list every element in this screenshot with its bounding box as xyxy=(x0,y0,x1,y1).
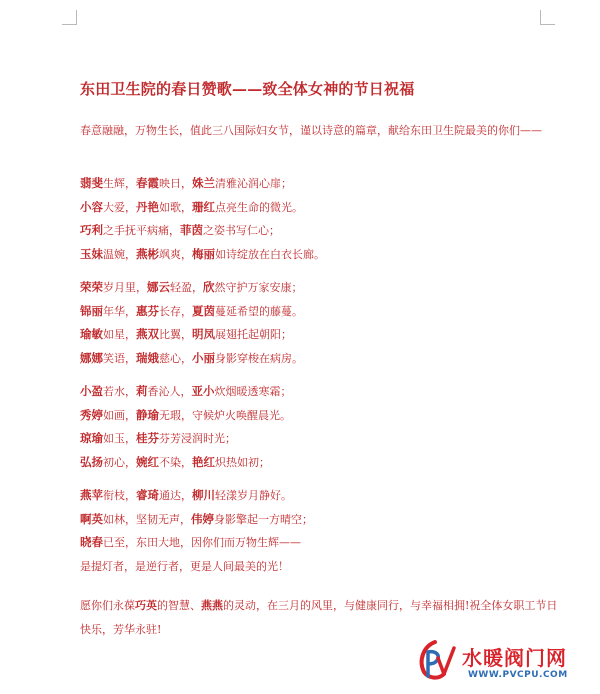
poem-name: 燕苹 xyxy=(80,488,103,502)
poem-name: 柳川 xyxy=(192,488,215,502)
poem-text: 如画， xyxy=(103,408,136,422)
poem-name: 桂芬 xyxy=(136,431,159,445)
crop-mark-top-left xyxy=(62,10,77,25)
poem-text: 慈心， xyxy=(159,351,192,365)
poem-name: 琼瑜 xyxy=(80,431,103,445)
poem-line xyxy=(80,276,550,300)
poem-name: 夏茵 xyxy=(192,303,215,318)
poem-line xyxy=(80,508,550,532)
poem-name: 瑞娥 xyxy=(136,350,159,365)
closing-name: 燕燕 xyxy=(201,599,223,612)
poem-text: 香沁人， xyxy=(147,385,192,398)
document-title: 东田卫生院的春日赞歌——致全体女神的节日祝福 xyxy=(80,80,415,98)
poem-name: 艳红 xyxy=(192,454,215,469)
poem-name: 静瑜 xyxy=(136,407,159,422)
poem-text: 蔓延希望的藤蔓。 xyxy=(215,304,303,318)
poem-name: 伟婷 xyxy=(191,511,214,526)
poem-name: 珊红 xyxy=(192,199,215,214)
poem-text: 衔枝， xyxy=(103,489,136,502)
poem-text: 之手抚平病痛， xyxy=(103,224,180,237)
poem-text: 之姿书写仁心； xyxy=(203,224,280,237)
poem-text: 无瑕，守候炉火唤醒晨光。 xyxy=(159,408,291,422)
poem-name: 亚小 xyxy=(191,384,215,398)
intro-paragraph: 春意融融，万物生长，值此三八国际妇女节，谨以诗意的篇章，献给东田卫生院最美的你们—— xyxy=(80,124,542,137)
poem-name: 玉妹 xyxy=(80,246,103,261)
poem-text: 炽热如初； xyxy=(215,455,270,469)
poem-text: 年华， xyxy=(103,304,136,318)
poem-text: 岁月里， xyxy=(103,281,147,294)
poem-line xyxy=(80,451,550,475)
poem-line xyxy=(80,323,550,347)
poem-text: 是提灯者，是逆行者，更是人间最美的光！ xyxy=(80,559,289,573)
poem-name: 莉 xyxy=(136,384,148,398)
poem-stanza-3 xyxy=(80,380,550,474)
poem-name: 翡斐 xyxy=(80,176,103,190)
poem-line xyxy=(80,427,550,451)
poem-text: 炊烟暖透寒霜； xyxy=(214,385,292,398)
poem-stanza-1 xyxy=(80,172,550,266)
poem-line xyxy=(80,404,550,428)
poem-name: 娜云 xyxy=(147,280,170,294)
poem-line xyxy=(80,555,550,579)
watermark-brand: 水暖阀门网 xyxy=(462,646,567,670)
poem-text: 然守护万家安康； xyxy=(214,281,303,294)
poem-text: 已至，东田大地，因你们而万物生辉—— xyxy=(103,536,301,549)
poem-text: 大爱， xyxy=(103,200,136,214)
poem-text: 身影擎起一方晴空； xyxy=(214,512,313,526)
poem-name: 欣 xyxy=(203,280,215,294)
poem-text: 长存， xyxy=(159,304,192,318)
poem-text: 轻盈， xyxy=(170,281,203,294)
poem-name: 小丽 xyxy=(192,350,215,365)
poem-text: 清雅沁润心扉； xyxy=(215,177,292,190)
poem-text: 轻漾岁月静好。 xyxy=(215,489,292,502)
poem-name: 睿琦 xyxy=(136,488,159,502)
poem-line xyxy=(80,172,550,196)
poem-name: 秀婷 xyxy=(80,407,103,422)
poem-name: 梅丽 xyxy=(192,246,215,261)
poem-name: 瑜敏 xyxy=(80,327,103,341)
poem-text: 展翅托起朝阳； xyxy=(215,328,292,341)
poem-text: 芬芳浸润时光； xyxy=(159,432,236,445)
poem-name: 婉红 xyxy=(136,454,159,469)
poem-text: 如玉， xyxy=(103,432,136,445)
poem-line xyxy=(80,219,550,243)
poem-name: 啊英 xyxy=(80,511,103,526)
poem-name: 荣荣 xyxy=(80,280,103,294)
poem-text: 身影穿梭在病房。 xyxy=(215,351,303,365)
poem-text: 如林，坚韧无声， xyxy=(103,512,191,526)
crop-mark-top-right xyxy=(540,10,555,25)
closing-text: 的智慧、 xyxy=(157,599,201,612)
poem-text: 映日， xyxy=(159,177,192,190)
poem-name: 铞丽 xyxy=(80,303,103,318)
poem-name: 燕双 xyxy=(136,327,159,341)
poem-text: 如诗绽放在白衣长廊。 xyxy=(215,247,325,261)
poem-line xyxy=(80,531,550,555)
poem-name: 春霞 xyxy=(136,176,159,190)
poem-text: 初心， xyxy=(103,455,136,469)
poem-name: 丹艳 xyxy=(136,199,159,214)
poem-name: 巧利 xyxy=(80,223,103,237)
site-watermark xyxy=(410,636,590,686)
watermark-url: WWW.PVCPU.COM xyxy=(468,670,568,680)
poem-text: 不染， xyxy=(159,455,192,469)
poem-stanza-4 xyxy=(80,484,550,578)
poem-line xyxy=(80,347,550,371)
poem-line xyxy=(80,196,550,220)
poem-name: 弘扬 xyxy=(80,454,103,469)
poem-text: 飒爽， xyxy=(159,247,192,261)
poem-name: 晓春 xyxy=(80,535,103,549)
poem-name: 菲茵 xyxy=(180,223,203,237)
poem-text: 温婉， xyxy=(103,247,136,261)
closing-text: 愿你们永葆 xyxy=(80,599,135,612)
poem-text: 点亮生命的微光。 xyxy=(215,200,303,214)
closing-name: 巧英 xyxy=(135,599,157,612)
poem-line xyxy=(80,300,550,324)
poem-name: 燕彬 xyxy=(136,246,159,261)
poem-line xyxy=(80,484,550,508)
poem-name: 小盈 xyxy=(80,384,103,398)
poem-text: 通达， xyxy=(159,489,192,502)
closing-text: 的灵动，在三月的风里，与健康同行，与幸福相拥!祝全体女职工节日快乐，芳华永驻! xyxy=(80,599,558,636)
poem-line xyxy=(80,243,550,267)
poem-name: 姝兰 xyxy=(192,176,215,190)
poem-text: 比翼， xyxy=(159,328,192,341)
poem-name: 小容 xyxy=(80,199,103,214)
pv-logo-icon xyxy=(410,636,460,686)
poem-name: 明凤 xyxy=(192,327,215,341)
poem-text: 笑语， xyxy=(103,351,136,365)
poem-text: 生辉， xyxy=(103,177,136,190)
poem-line xyxy=(80,380,550,404)
poem-text: 若水， xyxy=(103,385,136,398)
poem-name: 娜娜 xyxy=(80,350,103,365)
poem-stanza-2 xyxy=(80,276,550,370)
poem-name: 惠芬 xyxy=(136,303,159,318)
poem-text: 如歌， xyxy=(159,200,192,214)
closing-paragraph xyxy=(80,594,558,642)
poem-text: 如星， xyxy=(103,328,136,341)
